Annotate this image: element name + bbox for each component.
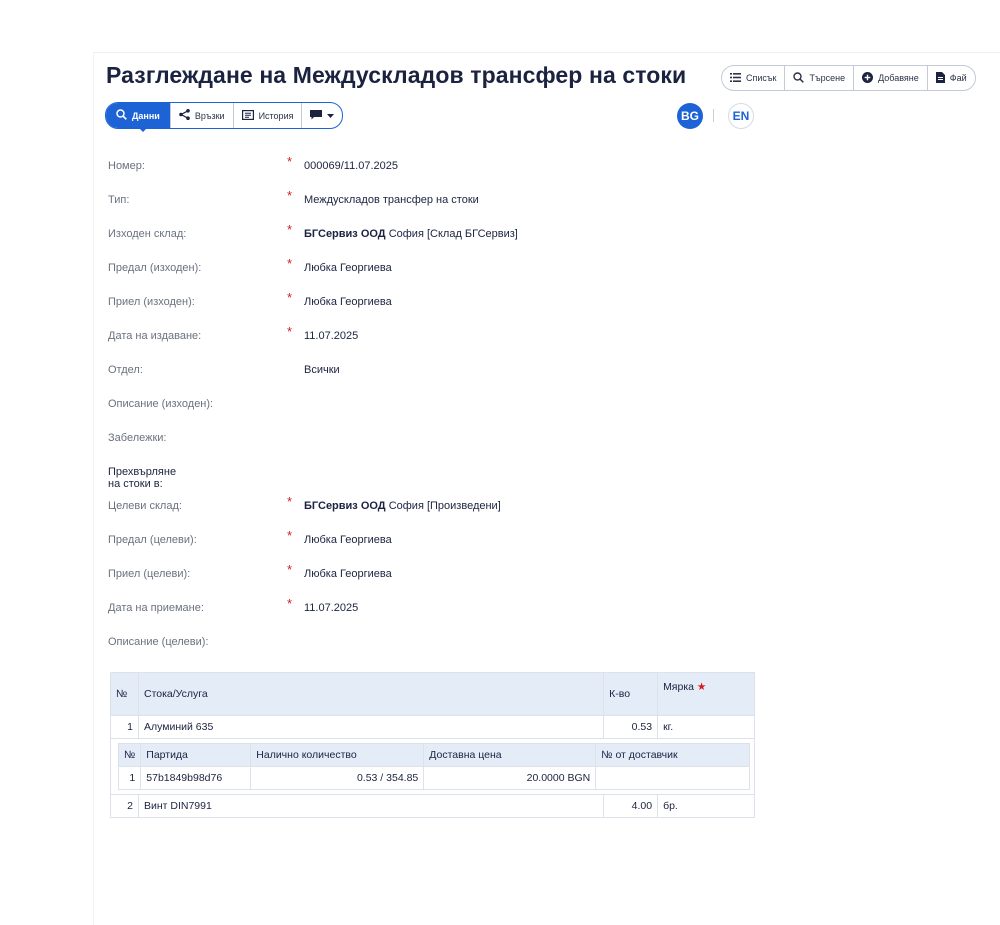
action-toolbar [721, 65, 976, 91]
field-value: Междускладов трансфер на стоки [304, 194, 479, 206]
column-header: № [119, 744, 141, 767]
field-value [304, 228, 518, 240]
tab-links[interactable] [171, 103, 234, 128]
list-icon [730, 73, 741, 84]
item-name: Винт DIN7991 [138, 795, 603, 818]
view-tabs [105, 102, 343, 129]
required-marker: * [287, 494, 293, 509]
item-qty: 4.00 [604, 795, 658, 818]
batch-row [119, 767, 750, 790]
list-label: Списък [746, 73, 777, 83]
required-marker: * [287, 324, 293, 339]
share-icon [179, 109, 190, 122]
batch-table [118, 743, 750, 790]
required-marker: * [287, 222, 293, 237]
search-label: Търсене [809, 73, 846, 83]
lang-divider [713, 109, 714, 122]
item-name: Алуминий 635 [138, 716, 603, 739]
store-name: София [Произведени] [385, 500, 501, 512]
history-icon [242, 110, 254, 122]
field-label: Забележки: [108, 432, 167, 444]
column-header: Налично количество [251, 744, 424, 767]
field-label: Приел (целеви): [108, 568, 191, 580]
lang-en-button[interactable]: EN [728, 103, 754, 129]
table-row [111, 716, 755, 739]
company-name: БГСервиз ООД [304, 228, 386, 240]
column-header: Стока/Услуга [138, 673, 603, 716]
field-label: Тип: [108, 194, 130, 206]
files-label: Фай [949, 73, 967, 83]
table-row [111, 795, 755, 818]
field-label: Целеви склад: [108, 500, 182, 512]
column-header: Партида [141, 744, 251, 767]
field-label: Номер: [108, 160, 145, 172]
required-marker: * [287, 256, 293, 271]
files-button[interactable] [928, 66, 975, 90]
chevron-down-icon [327, 111, 334, 121]
active-tab-indicator [138, 127, 148, 132]
column-header-unit [658, 673, 755, 716]
comments-icon [310, 110, 322, 122]
item-unit: бр. [658, 795, 755, 818]
item-qty: 0.53 [604, 716, 658, 739]
field-value: 11.07.2025 [304, 602, 359, 614]
field-label: Приел (изходен): [108, 296, 195, 308]
item-unit: кг. [658, 716, 755, 739]
page-title: Разглеждане на Междускладов трансфер на стоки [106, 62, 687, 88]
field-value: Любка Георгиева [304, 262, 392, 274]
field-value [304, 500, 501, 512]
field-label: Описание (изходен): [108, 398, 214, 410]
required-marker: * [287, 596, 293, 611]
lang-bg-button[interactable]: BG [677, 103, 703, 129]
batch-number: 1 [119, 767, 141, 790]
store-name: София [Склад БГСервиз] [385, 228, 518, 240]
field-label: Отдел: [108, 364, 143, 376]
required-marker: ★ [696, 681, 707, 693]
batch-detail-row [111, 739, 755, 795]
field-value: Любка Георгиева [304, 534, 392, 546]
field-value: Всички [304, 364, 340, 376]
field-value: Любка Георгиева [304, 296, 392, 308]
column-header: К-во [604, 673, 658, 716]
field-label: Предал (целеви): [108, 534, 197, 546]
table-header-row [111, 673, 755, 716]
column-header: № [111, 673, 139, 716]
field-value: 11.07.2025 [304, 330, 359, 342]
required-marker: * [287, 528, 293, 543]
list-button[interactable] [722, 66, 785, 90]
company-name: БГСервиз ООД [304, 500, 386, 512]
comments-dropdown[interactable] [302, 103, 342, 128]
column-header-label: Мярка [663, 681, 694, 693]
section-title: Прехвърляне на стоки в: [108, 466, 177, 490]
tab-history-label: История [258, 110, 294, 121]
search-button[interactable] [785, 66, 854, 90]
search-icon [793, 72, 804, 85]
row-number: 2 [111, 795, 139, 818]
required-marker: * [287, 154, 293, 169]
batch-supplier-no [596, 767, 750, 790]
field-label: Дата на издаване: [108, 330, 202, 342]
batch-detail-cell [111, 739, 755, 795]
row-number: 1 [111, 716, 139, 739]
tab-data[interactable] [106, 103, 171, 128]
add-button[interactable] [854, 66, 928, 90]
batch-price: 20.0000 BGN [424, 767, 596, 790]
required-marker: * [287, 290, 293, 305]
items-table [110, 672, 755, 818]
field-value: Любка Георгиева [304, 568, 392, 580]
required-marker: * [287, 562, 293, 577]
field-label: Изходен склад: [108, 228, 187, 240]
search-icon [116, 109, 127, 122]
field-label: Дата на приемане: [108, 602, 204, 614]
batch-id: 57b1849b98d76 [141, 767, 251, 790]
tab-links-label: Връзки [194, 110, 225, 121]
field-label: Описание (целеви): [108, 636, 209, 648]
batch-available: 0.53 / 354.85 [251, 767, 424, 790]
tab-data-label: Данни [132, 110, 160, 121]
batch-header-row [119, 744, 750, 767]
add-label: Добавяне [878, 73, 919, 83]
field-value: 000069/11.07.2025 [304, 160, 398, 172]
required-marker: * [287, 188, 293, 203]
column-header: Доставна цена [424, 744, 596, 767]
file-icon [936, 72, 945, 85]
field-label: Предал (изходен): [108, 262, 202, 274]
plus-circle-icon [862, 72, 873, 85]
column-header: № от доставчик [596, 744, 750, 767]
tab-history[interactable] [234, 103, 303, 128]
